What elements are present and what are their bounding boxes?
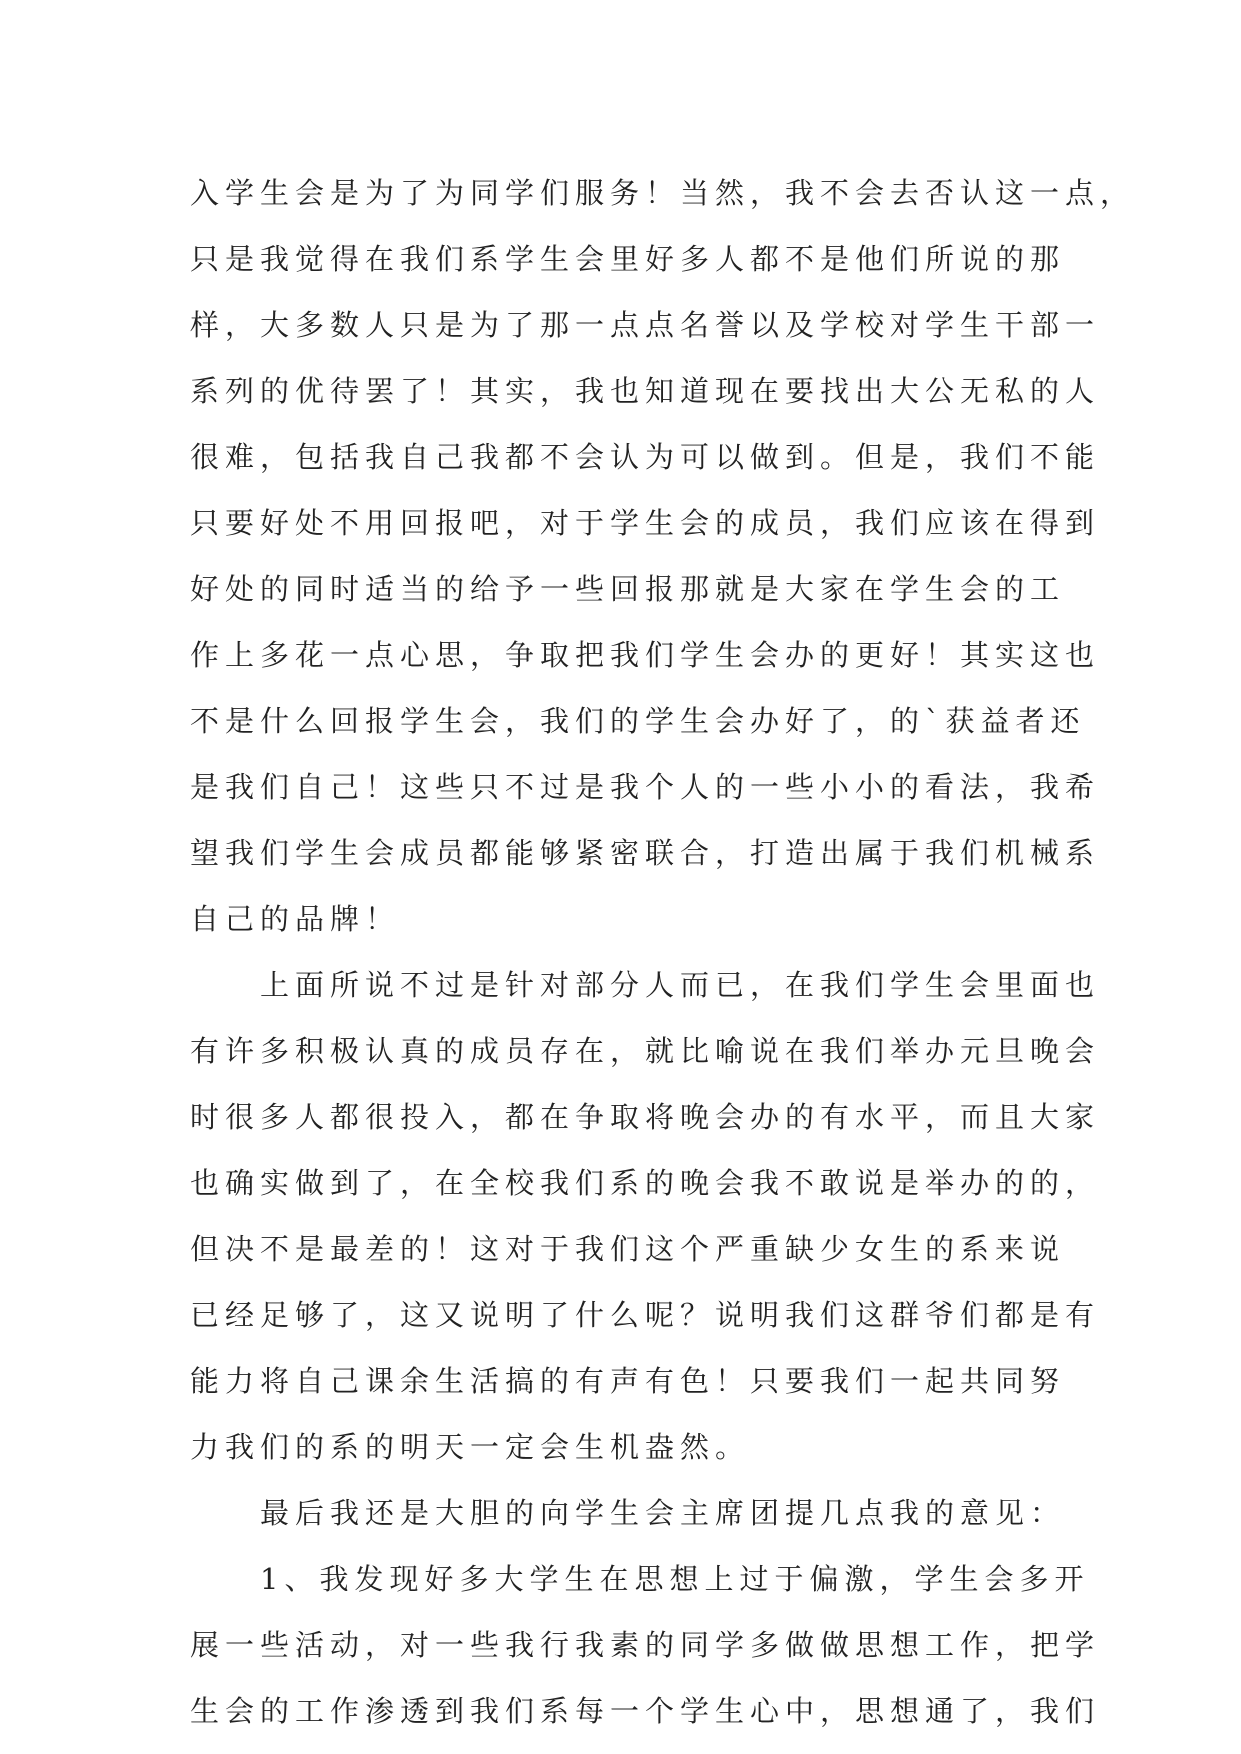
- text-line: 上面所说不过是针对部分人而已，在我们学生会里面也: [190, 968, 1101, 1002]
- text-line: 入学生会是为了为同学们服务！当然，我不会去否认这一点，: [190, 176, 1136, 210]
- text-line: 也确实做到了，在全校我们系的晚会我不敢说是举办的的，: [190, 1166, 1101, 1200]
- text-line: 能力将自己课余生活搞的有声有色！只要我们一起共同努: [190, 1364, 1066, 1398]
- text-line: 最后我还是大胆的向学生会主席团提几点我的意见：: [190, 1496, 1066, 1530]
- text-line: 力我们的系的明天一定会生机盎然。: [190, 1430, 751, 1464]
- text-line: 生会的工作渗透到我们系每一个学生心中，思想通了，我们: [190, 1694, 1101, 1728]
- text-line: 作上多花一点心思，争取把我们学生会办的更好！其实这也: [190, 638, 1101, 672]
- text-line: 展一些活动，对一些我行我素的同学多做做思想工作，把学: [190, 1628, 1101, 1662]
- text-line: 只要好处不用回报吧，对于学生会的成员，我们应该在得到: [190, 506, 1101, 540]
- text-line: 望我们学生会成员都能够紧密联合，打造出属于我们机械系: [190, 836, 1101, 870]
- text-line: 好处的同时适当的给予一些回报那就是大家在学生会的工: [190, 572, 1066, 606]
- text-line: 样，大多数人只是为了那一点点名誉以及学校对学生干部一: [190, 308, 1101, 342]
- text-line: 1、我发现好多大学生在思想上过于偏激，学生会多开: [190, 1562, 1090, 1596]
- text-line: 自己的品牌！: [190, 902, 401, 936]
- text-line: 已经足够了，这又说明了什么呢？说明我们这群爷们都是有: [190, 1298, 1101, 1332]
- text-line: 有许多积极认真的成员存在，就比喻说在我们举办元旦晚会: [190, 1034, 1101, 1068]
- text-line: 只是我觉得在我们系学生会里好多人都不是他们所说的那: [190, 242, 1066, 276]
- text-line: 时很多人都很投入，都在争取将晚会办的有水平，而且大家: [190, 1100, 1101, 1134]
- document-body: [190, 160, 1136, 1744]
- text-line: 不是什么回报学生会，我们的学生会办好了，的`获益者还: [190, 704, 1086, 738]
- text-line: 很难，包括我自己我都不会认为可以做到。但是，我们不能: [190, 440, 1101, 474]
- text-line: 是我们自己！这些只不过是我个人的一些小小的看法，我希: [190, 770, 1101, 804]
- text-line: 但决不是最差的！这对于我们这个严重缺少女生的系来说: [190, 1232, 1066, 1266]
- text-line: 系列的优待罢了！其实，我也知道现在要找出大公无私的人: [190, 374, 1101, 408]
